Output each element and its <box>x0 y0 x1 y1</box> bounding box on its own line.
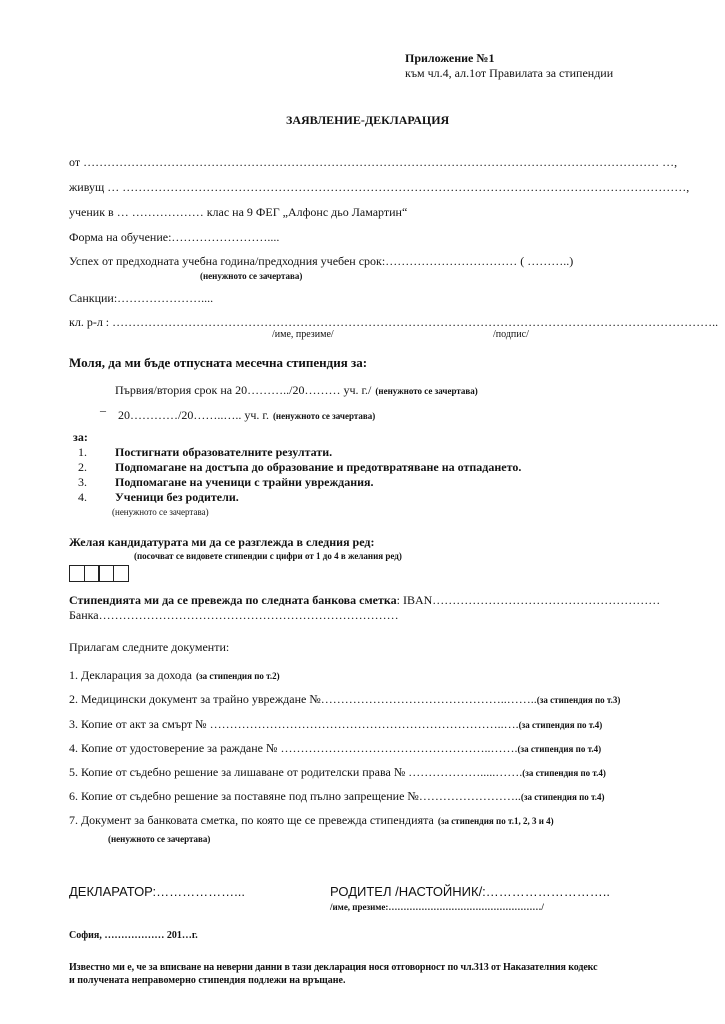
document-item[interactable] <box>69 715 602 733</box>
preference-note: (посочват се видовете стипендии с цифри от 1 до 4 в желания ред) <box>134 551 402 561</box>
purpose-item[interactable] <box>78 460 521 475</box>
success-note: (ненужното се зачертава) <box>200 271 303 281</box>
term-row <box>115 381 478 399</box>
document-item-note: (за стипендия по т.4) <box>520 792 605 802</box>
document-item[interactable] <box>69 690 620 708</box>
document-item-text: 5. Копие от съдебно решение за лишаване от родителски права № ……………….....……. <box>69 765 523 779</box>
purpose-item[interactable] <box>78 475 374 490</box>
document-item-text: 1. Декларация за дохода <box>69 668 192 682</box>
document-item[interactable] <box>69 739 601 757</box>
purpose-item-text: Подпомагане на достъпа до образование и предотвратяване на отпадането. <box>115 460 522 474</box>
document-item-note: (за стипендия по т.1, 2, 3 и 4) <box>437 816 554 826</box>
document-item-text: 4. Копие от удостоверение за раждане № ……………………………………………..……. <box>69 741 518 755</box>
document-item-note: (за стипендия по т.4) <box>518 720 603 730</box>
document-item-note: (за стипендия по т.2) <box>196 671 280 681</box>
preference-order-boxes <box>69 565 129 582</box>
document-item-note: (за стипендия по т.4) <box>522 768 606 778</box>
from-field[interactable]: от ……………………………………………………………………………………………………………………………… …, <box>69 155 678 169</box>
year-row <box>118 406 375 424</box>
purpose-item-number: 3. <box>78 475 87 489</box>
year-dash: – <box>100 403 106 417</box>
document-item-note: (за стипендия по т.3) <box>536 695 621 705</box>
purpose-item-text: Подпомагане на ученици с трайни увреждания. <box>115 475 374 489</box>
documents-note: (ненужното се зачертава) <box>108 834 211 844</box>
document-title: ЗАЯВЛЕНИЕ-ДЕКЛАРАЦИЯ <box>286 113 450 127</box>
declarant-signature-field[interactable]: ДЕКЛАРАТОР:………………... <box>69 884 246 899</box>
student-class-field[interactable]: ученик в … ……………… клас на 9 ФЕГ „Алфонс дьо Ламартин“ <box>69 205 408 219</box>
year-note: (ненужното се зачертава) <box>272 411 376 421</box>
residing-field[interactable]: живущ … ……………………………………………………………………………………………………………………………, <box>69 180 690 194</box>
purpose-note: (ненужното се зачертава) <box>112 507 209 517</box>
document-item-text: 3. Копие от акт за смърт № ………………………………………………………………..…. <box>69 717 519 731</box>
document-item-text: 6. Копие от съдебно решение за поставяне под пълно запрещение №…………………….. <box>69 789 521 803</box>
document-item[interactable] <box>69 666 280 684</box>
success-field[interactable]: Успех от предходната учебна година/предходния учебен срок:…………………………… ( ………..) <box>69 254 574 268</box>
purpose-item-number: 2. <box>78 460 87 474</box>
bank-account-row <box>69 593 660 608</box>
preference-heading: Желая кандидатурата ми да се разглежда в следния ред: <box>69 535 375 549</box>
disclaimer-line-2: и получената неправомерно стипендия подлежи на връщане. <box>69 975 346 986</box>
purpose-item-text: Постигнати образователните резултати. <box>115 445 333 459</box>
document-item[interactable] <box>69 763 606 781</box>
preference-box-4[interactable] <box>113 565 129 582</box>
year-field[interactable]: 20…………/20……..….. уч. г. <box>118 408 269 422</box>
purpose-item[interactable] <box>78 445 332 460</box>
appendix-reference: към чл.4, ал.1от Правилата за стипендии <box>405 66 614 80</box>
study-form-field[interactable]: Форма на обучение:…………………….... <box>69 230 280 244</box>
bank-account-label: Стипендията ми да се превежда по следната банкова сметка <box>69 593 397 607</box>
purpose-item-number: 1. <box>78 445 87 459</box>
iban-field[interactable]: : IBAN………………………………………………… <box>396 593 661 607</box>
document-item-note: (за стипендия по т.4) <box>517 744 602 754</box>
documents-heading: Прилагам следните документи: <box>69 640 230 654</box>
disclaimer-line-1: Известно ми е, че за вписване на неверни данни в тази декларация нося отговорност по чл.313 от Наказателния кодекс <box>69 962 598 973</box>
purpose-item[interactable] <box>78 490 239 505</box>
parent-name-caption[interactable]: /име, презиме:……………………………………………/ <box>330 902 544 912</box>
name-caption: /име, презиме/ <box>272 329 334 340</box>
document-item-text: 7. Документ за банковата сметка, по която ще се превежда стипендията <box>69 813 434 827</box>
document-item[interactable] <box>69 787 605 805</box>
sanctions-field[interactable]: Санкции:………………….... <box>69 291 214 305</box>
document-item-text: 2. Медицински документ за трайно увреждане №………………………………………..…….. <box>69 692 537 706</box>
bank-name-field[interactable]: Банка………………………………………………………………… <box>69 608 399 622</box>
purpose-item-number: 4. <box>78 490 87 504</box>
term-field[interactable]: Първия/втория срок на 20………../20……… уч. г./ <box>115 383 372 397</box>
signature-caption: /подпис/ <box>493 329 529 340</box>
purpose-item-text: Ученици без родители. <box>115 490 239 504</box>
place-date-field[interactable]: София, ……………… 201…г. <box>69 930 198 941</box>
purpose-label: за: <box>73 430 88 444</box>
request-heading: Моля, да ми бъде отпусната месечна стипендия за: <box>69 355 368 370</box>
class-teacher-field[interactable]: кл. р-л : …………………………………………………………………………………………………………………………………….. <box>69 315 719 329</box>
appendix-title: Приложение №1 <box>405 51 495 65</box>
document-item[interactable] <box>69 811 554 829</box>
parent-signature-field[interactable]: РОДИТЕЛ /НАСТОЙНИК/:……………………….. <box>330 884 611 899</box>
term-note: (ненужното се зачертава) <box>375 386 478 396</box>
